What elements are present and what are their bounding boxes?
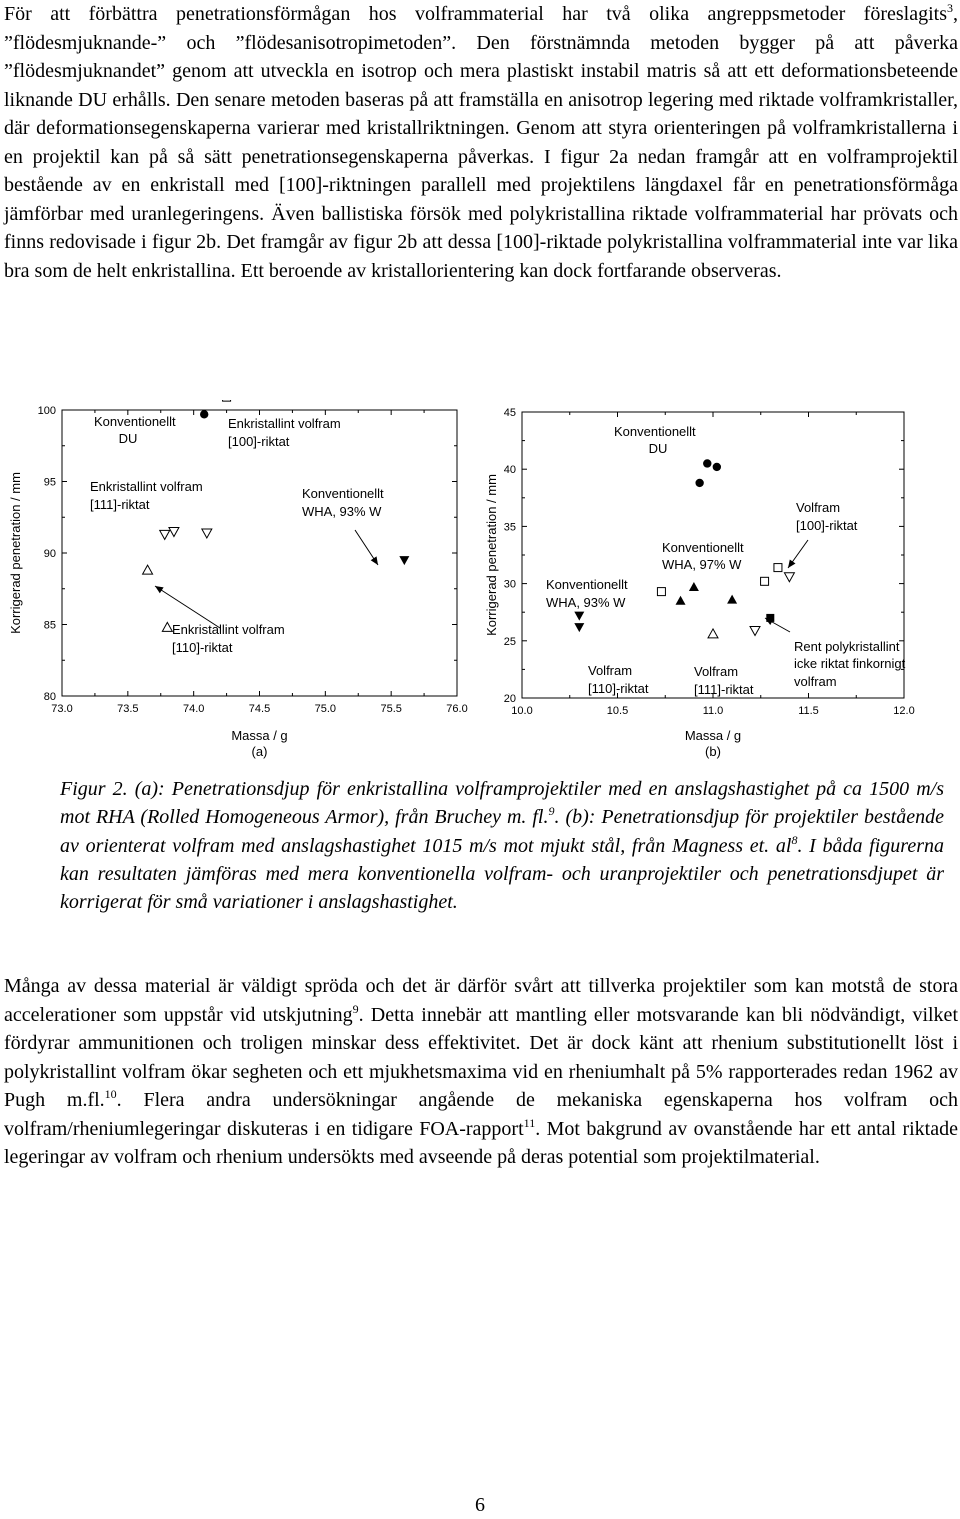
y-tick-label: 45 <box>503 407 516 419</box>
figure-2a-chart <box>0 400 478 770</box>
annotation-text: Enkristallint volfram <box>172 622 285 637</box>
annotation-text: DU <box>648 441 668 456</box>
y-axis-label: Korrigerad penetration / mm <box>8 472 23 634</box>
annotation-text: Enkristallint volfram <box>228 416 341 431</box>
data-point <box>727 595 737 604</box>
data-point <box>657 588 665 596</box>
x-tick-label: 12.0 <box>893 705 915 717</box>
x-tick-label: 75.5 <box>380 703 402 715</box>
data-point <box>200 410 208 418</box>
data-point <box>223 400 231 401</box>
annotation-text: Volfram <box>588 663 633 678</box>
y-tick-label: 25 <box>503 635 516 648</box>
data-point <box>689 582 699 591</box>
figure-2a-axes <box>8 405 468 759</box>
data-point <box>143 565 153 574</box>
annotation-text: Volfram <box>796 500 841 515</box>
x-axis-label: Massa / g <box>684 728 742 743</box>
x-tick-label: 76.0 <box>446 703 468 715</box>
annotation-text: [110]-riktat <box>588 681 649 696</box>
data-point <box>202 529 212 538</box>
y-tick-label: 20 <box>503 693 516 705</box>
figure-2b-annotations <box>546 424 906 697</box>
plot-frame <box>62 410 457 696</box>
x-tick-label: 11.0 <box>702 705 724 717</box>
annotation-text: WHA, 93% W <box>302 504 382 519</box>
figure-2b-chart <box>478 400 960 770</box>
data-point <box>169 528 179 537</box>
annotation-arrow-head <box>788 559 795 568</box>
y-tick-label: 30 <box>503 578 516 591</box>
panel-label: (a) <box>251 744 268 759</box>
annotation-text: icke riktat finkornigt <box>794 656 906 671</box>
x-tick-label: 73.5 <box>117 703 139 715</box>
y-tick-label: 100 <box>37 405 56 417</box>
data-point <box>750 627 760 636</box>
data-point <box>162 622 172 631</box>
annotation-text: Konventionellt <box>614 424 696 439</box>
y-tick-label: 95 <box>43 476 56 489</box>
y-axis-label: Korrigerad penetration / mm <box>484 474 499 636</box>
data-point <box>784 573 794 582</box>
data-point <box>160 530 170 539</box>
x-tick-label: 10.5 <box>606 705 629 717</box>
annotation-text: Konventionellt <box>662 540 744 555</box>
x-tick-label: 11.5 <box>798 705 819 717</box>
data-point <box>708 629 718 638</box>
data-point <box>703 459 711 467</box>
annotation-text: WHA, 97% W <box>662 557 742 572</box>
x-tick-label: 73.0 <box>51 703 73 715</box>
y-tick-label: 90 <box>43 548 56 560</box>
figure-caption: Figur 2. (a): Penetrationsdjup för enkristallina volframprojektiler med en anslagshastighet på ca 1500 m/s mot RHA (Rolled Homogeneous Armor), från Bruchey m. fl.$^9$. (b): Penetrationsdjup för projektiler bestående av orienterat volfram med anslagshastighet 1015 m/s mot mjukt stål, från Magness et. $al^8$. I båda figurerna kan resultaten jämföras med mera konventionella volfram- och uranprojektiler och penetrationsdjupet är korrigerat för små variationer i anslagshastighet. <box>60 778 944 914</box>
data-point <box>713 463 721 471</box>
data-point <box>774 564 782 572</box>
annotation-text: Konventionellt <box>94 414 176 429</box>
annotation-text: Konventionellt <box>546 577 628 592</box>
annotation-arrow-head <box>371 556 378 565</box>
figure-2a-annotations <box>90 414 384 655</box>
data-point <box>574 623 584 632</box>
body-paragraph: Många av dessa material är väldigt spröda och det är därför svårt att tillverka projektiler som kan motstå de stora accelerationer som uppstår vid utskjutning$^9$. Detta innebär att mantling eller motsvarande kan bli nödvändigt, vilket fördyrar ammunitionen och troligen minskar dess effektivitet. Det är dock känt att rhenium substitutionellt löst i polykristallint volfram ökar segheten och ett mjukhetsmaxima vid en rheniumhalt på 5% rapporterades redan 1962 av Pugh m.fl.$^{10}$. Flera andra undersökningar angående de mekaniska egenskaperna hos volfram och volfram/rheniumlegeringar diskuteras i en tidigare FOA-rapport$^{11}$. Mot bakgrund av ovanstående har ett antal riktade legeringar av volfram och rhenium undersökts med avseende på deras potential som projektilmaterial. <box>4 975 958 1168</box>
annotation-text: WHA, 93% W <box>546 595 626 610</box>
annotation-text: Volfram <box>694 664 739 679</box>
intro-paragraph: För att förbättra penetrationsförmågan hos volframmaterial har två olika angreppsmetoder föreslagits$^3$, ”flödesmjuknande-” och ”flödesanisotropimetoden”. Den förstnämnda metoden bygger på att påverka ”flödesmjuknandet” genom att utveckla en isotrop och mera plastiskt instabil matris så att ett deformationsbeteende liknande DU erhålls. Den senare metoden baseras på att framställa en anisotrop legering med riktade volframkristaller, där deformationsegenskaperna varierar med kristallriktningen. Genom att styra orienteringen på volframkristallerna i en projektil kan på så sätt penetrationsegenskaperna påverkas. I figur 2a nedan framgår att en volframprojektil bestående av en enkristall med [100]-riktningen parallell med projektilens längdaxel får en penetrationsförmåga jämförbar med uranlegeringens. Även ballistiska försök med polykristallina riktade volframmaterial har prövats och finns redovisade i figur 2b. Det framgår av figur 2b att dessa [100]-riktade polykristallina volframmaterial inte var lika bra som de helt enkristallina. Ett beroende av kristallorientering kan dock fortfarande observeras. <box>4 1 958 282</box>
page-number: 6 <box>475 1494 485 1516</box>
annotation-text: [110]-riktat <box>172 640 233 655</box>
data-point <box>695 479 703 487</box>
data-point <box>399 556 409 565</box>
annotation-text: [111]-riktat <box>90 497 150 512</box>
annotation-text: [111]-riktat <box>694 682 754 697</box>
data-point <box>676 596 686 605</box>
y-tick-label: 40 <box>503 464 516 477</box>
y-tick-label: 35 <box>503 521 516 534</box>
annotation-arrow-head <box>155 586 164 593</box>
annotation-text: Enkristallint volfram <box>90 479 203 494</box>
data-point <box>761 577 769 585</box>
annotation-text: DU <box>118 431 138 446</box>
x-axis-label: Massa / g <box>231 728 288 743</box>
x-tick-label: 10.0 <box>511 705 533 717</box>
panel-label: (b) <box>705 744 721 759</box>
annotation-text: volfram <box>794 674 837 689</box>
annotation-text: Konventionellt <box>302 486 384 501</box>
annotation-text: [100]-riktat <box>796 518 858 533</box>
annotation-text: Rent polykristallint <box>794 639 900 654</box>
x-tick-label: 74.5 <box>248 703 271 715</box>
y-tick-label: 85 <box>43 619 56 632</box>
x-tick-label: 74.0 <box>182 703 205 715</box>
y-tick-label: 80 <box>43 691 56 703</box>
data-point <box>574 612 584 621</box>
x-tick-label: 75.0 <box>314 703 337 715</box>
annotation-text: [100]-riktat <box>228 434 290 449</box>
